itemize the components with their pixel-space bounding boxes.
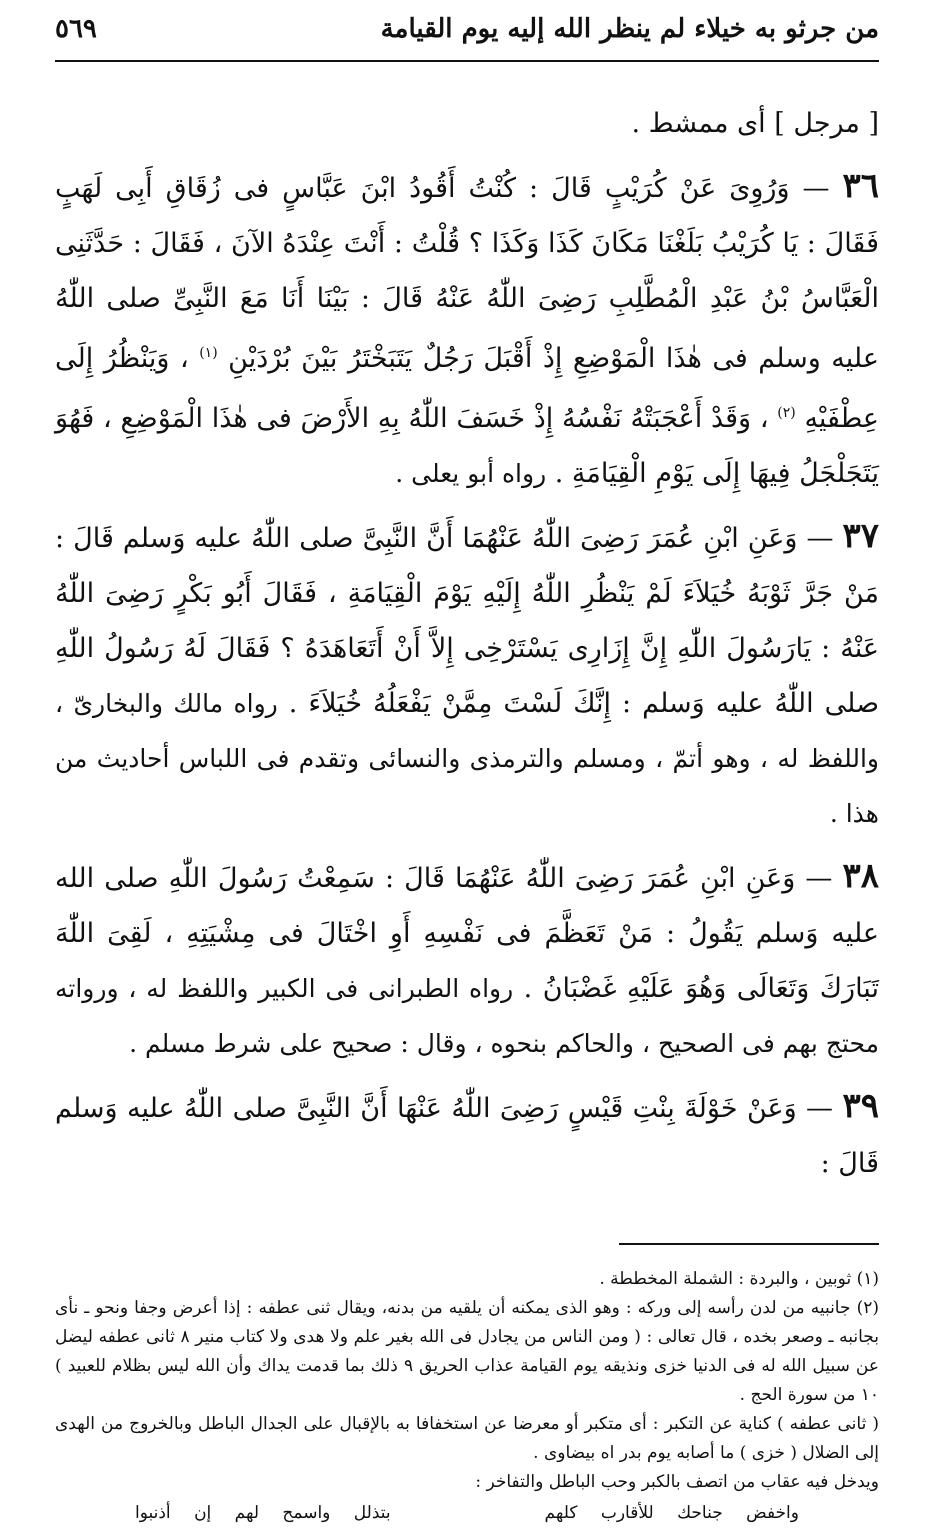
hadith-source: رواه الطبرانى فى الكبير واللفظ له ، ورواته محتج بهم فى الصحيح ، والحاكم بنحوه ، وقال : صحيح على شرط مسلم . xyxy=(55,974,879,1058)
footnote-2-gloss: ( ثانى عطفه ) كناية عن التكبر : أى متكبر أو معرضا عن استخفافا به بالإقبال على الجدال الباطل وبالخروج من الهدى إلى الضلال ( خزى ) ما أصابه يوم بدر اه بيضاوى . xyxy=(55,1414,879,1463)
hadith-text: — وَرُوِىَ عَنْ كُرَيْبٍ قَالَ : كُنْتُ أَقُودُ ابْنَ عَبَّاسٍ فى زُقَاقِ أَبِى لَهَبٍ فَقَالَ : يَا كُرَيْبُ بَلَغْنَا مَكَانَ كَذَا وَكَذَا ؟ قُلْتُ : أَنْتَ عِنْدَهُ الآنَ ، فَقَالَ : حَدَّثَنِى الْعَبَّاسُ بْنُ عَبْدِ الْمُطَّلِبِ رَضِىَ اللّٰهُ عَنْهُ قَالَ : بَيْنَا أَنَا مَعَ النَّبِىِّ صلى اللّٰهُ عليه وسلم فى هٰذَا الْمَوْضِعِ إِذْ أَقْبَلَ رَجُلٌ يَتَبَخْتَرُ بَيْنَ بُرْدَيْنِ xyxy=(55,173,879,374)
running-title: من جرثو به خيلاء لم ينظر الله إليه يوم القيامة xyxy=(380,14,879,44)
page-number: ٥٦٩ xyxy=(55,14,97,44)
footnote-divider xyxy=(619,1243,879,1245)
hadith-text-continued: ، وَيَنْظُرُ إِلَى عِطْفَيْهِ xyxy=(55,343,879,434)
hadith-text: — وَعَنْ خَوْلَةَ بِنْتِ قَيْسٍ رَضِىَ اللّٰهُ عَنْهَا أَنَّ النَّبِىَّ صلى اللّٰهُ عليه وَسلم قَالَ : xyxy=(55,1093,879,1179)
hadith-37 xyxy=(55,509,879,841)
footnote-ref: (٢) xyxy=(777,405,796,421)
glossary-line: [ مرجل ] أى ممشط . xyxy=(631,108,879,139)
verse-first-half: واخفض جناحك للأقارب كلهم xyxy=(544,1503,799,1523)
hadith-38 xyxy=(55,849,879,1071)
hadith-39 xyxy=(55,1079,879,1191)
hadith-text-end: ، وَقَدْ أَعْجَبَتْهُ نَفْسُهُ إِذْ خَسَفَ اللّٰهُ بِهِ الأَرْضَ فى هٰذَا الْمَوْضِعِ ، فَهُوَ يَتَجَلْجَلُ فِيهَا إِلَى يَوْمِ الْقِيَامَةِ . xyxy=(55,403,879,489)
footnote-1: (١) ثوبين ، والبردة : الشملة المخططة . xyxy=(599,1269,879,1289)
hadith-number: ٣٩ xyxy=(842,1086,879,1126)
hadith-36 xyxy=(55,159,879,501)
hadith-number: ٣٨ xyxy=(842,856,880,896)
footnote-2-verse-intro: ويدخل فيه عقاب من اتصف بالكبر وحب الباطل والتفاخر : xyxy=(475,1472,879,1492)
verse-second-half: بتذلل واسمح لهم إن أذنبوا xyxy=(135,1503,391,1523)
hadith-source: رواه مالك والبخارىّ ، واللفظ له ، وهو أتمّ ، ومسلم والترمذى والنسائى وتقدم فى اللباس أحاديث من هذا . xyxy=(55,689,879,828)
hadith-number: ٣٦ xyxy=(842,166,879,206)
poetry-verse xyxy=(55,1499,879,1528)
page-header xyxy=(55,0,879,62)
footnotes xyxy=(55,1265,879,1528)
hadith-number: ٣٧ xyxy=(842,516,879,556)
hadith-source: رواه أبو يعلى . xyxy=(395,459,547,488)
hadith-text: — وَعَنِ ابْنِ عُمَرَ رَضِىَ اللّٰهُ عَنْهُمَا قَالَ : سَمِعْتُ رَسُولَ اللّٰهِ صلى الله عليه وَسلم يَقُولُ : مَنْ تَعَظَّمَ فى نَفْسِهِ أَوِ اخْتَالَ فى مِشْيَتِهِ ، لَقِىَ اللّٰهَ تَبَارَكَ وَتَعَالَى وَهُوَ عَلَيْهِ غَضْبَانُ . xyxy=(55,863,879,1004)
page-content xyxy=(55,62,879,1528)
footnote-2: (٢) جانبيه من لدن رأسه إلى وركه : وهو الذى يمكنه أن يلقيه من بدنه، ويقال ثنى عطفه : إذا أعرض وجفا ونحو ـ نأى بجانبه ـ وصعر بخده ، قال تعالى : ( ومن الناس من يجادل فى الله بغير علم ولا هدى ولا كتاب منير ٨ ثانى عطفه ليضل عن سبيل الله له فى الدنيا خزى ونذيقه يوم القيامة عذاب الحريق ٩ ذلك بما قدمت يداك وأن الله ليس بظلام للعبيد ) ١٠ من سورة الحج . xyxy=(55,1298,879,1405)
hadith-text: — وَعَنِ ابْنِ عُمَرَ رَضِىَ اللّٰهُ عَنْهُمَا أَنَّ النَّبِىَّ صلى اللّٰهُ عليه وَسلم قَالَ : مَنْ جَرَّ ثَوْبَهُ خُيَلاَءَ لَمْ يَنْظُرِ اللّٰهُ إِلَيْهِ يَوْمَ الْقِيَامَةِ ، فَقَالَ أَبُو بَكْرٍ رَضِىَ اللّٰهُ عَنْهُ : يَارَسُولَ اللّٰهِ إِنَّ إِزَارِى يَسْتَرْخِى إِلاَّ أَنْ أَتَعَاهَدَهُ ؟ فَقَالَ لَهُ رَسُولُ اللّٰهِ صلى اللّٰهُ عليه وَسلم : إِنَّكَ لَسْتَ مِمَّنْ يَفْعَلُهُ خُيَلاَءَ . xyxy=(55,523,879,719)
footnote-ref: (١) xyxy=(199,345,218,361)
